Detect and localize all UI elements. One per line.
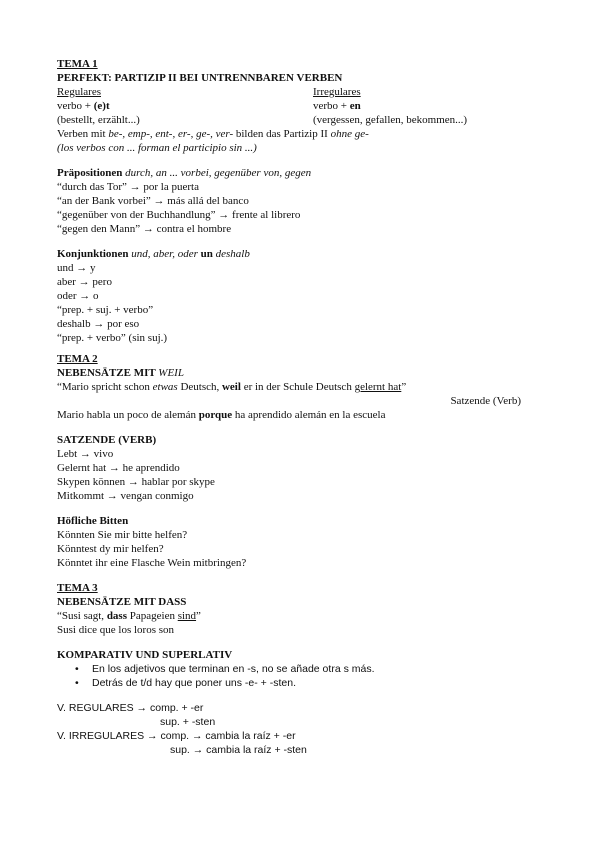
irregular-formula-base: verbo + [313,100,350,112]
tema2-label: TEMA 2 [57,353,98,365]
irregular-examples: (vergessen, gefallen, bekommen...) [313,114,468,126]
hofliche-line: Könntet ihr eine Flasche Wein mitbringen? [57,557,247,569]
bullet-item: • Detrás de t/d hay que poner uns -e- + -sten. [57,676,557,690]
konj-line: und → y [57,262,96,274]
konjunktionen-list-2: deshalb [212,248,250,260]
weil-ex-etwas: etwas [152,381,178,393]
satzende-note: Satzende (Verb) [450,395,521,407]
tema1-label: TEMA 1 [57,58,98,70]
hofliche-title: Höfliche Bitten [57,515,129,527]
regular-examples: (bestellt, erzählt...) [57,114,140,126]
weil-ex-part: Deutsch, [177,381,222,393]
regular-formula-base: verbo + [57,100,94,112]
verb-type-headers [57,85,557,99]
prefix-rule-ohne: ohne ge- [330,128,369,140]
prapositionen-label: Präpositionen [57,167,123,179]
prapositionen-heading [57,166,557,180]
bullet-item: • En los adjetivos que terminan en -s, no se añade otra s más. [57,662,557,676]
dass-example-spanish: Susi dice que los loros son [57,624,175,636]
verb-formula-row [57,99,557,113]
prap-line: “durch das Tor” → por la puerta [57,181,199,193]
weil-ex-weil: weil [221,381,241,393]
prap-line: “gegenüber von der Buchhandlung” → frente al librero [57,209,301,221]
weil-example-spanish [57,408,557,422]
dass-ex-part: ” [196,610,201,622]
prefix-rule [57,127,557,141]
regular-comparison: V. REGULARES → comp. + -er [57,702,204,714]
dass-ex-sind: sind [177,610,197,622]
tema3-label: TEMA 3 [57,582,98,594]
document-page [57,57,557,757]
konj-line: “prep. + verbo” (sin suj.) [57,332,168,344]
dass-ex-dass: dass [106,610,127,622]
weil-es-part: Mario habla un poco de alemán [57,409,199,421]
irregular-comparison: V. IRREGULARES → comp. → cambia la raíz + -er [57,730,296,742]
weil-ex-part: ” [401,381,407,393]
satzende-line: Skypen können → hablar por skype [57,476,215,488]
tema2-title [57,366,557,380]
komparativ-bullets [57,662,557,690]
irregular-superlative: sup. → cambia la raíz + -sten [170,744,307,756]
prefix-rule-spanish: (los verbos con ... forman el participio sin ...) [57,142,257,154]
tema2-title-text: NEBENSÄTZE MIT [57,367,159,379]
konjunktionen-un: un [200,248,213,260]
satzende-line: Lebt → vivo [57,448,114,460]
weil-ex-gelernt-hat: gelernt hat [354,381,402,393]
prefix-list: be-, emp-, ent-, er-, ge-, ver- [108,128,234,140]
weil-ex-part: er in der Schule Deutsch [240,381,355,393]
konjunktionen-heading [57,247,557,261]
regular-superlative: sup. + -sten [160,716,216,728]
satzende-line: Mitkommt → vengan conmigo [57,490,194,502]
prap-line: “an der Bank vorbei” → más allá del banco [57,195,249,207]
regular-formula [57,100,110,112]
weil-example-german [57,380,557,394]
konj-line: aber → pero [57,276,112,288]
regular-formula-ending: (e)t [93,100,110,112]
weil-es-part: ha aprendido alemán en la escuela [232,409,386,421]
prefix-rule-text: Verben mit [57,128,109,140]
weil-es-porque: porque [198,409,233,421]
dass-example-german [57,609,557,623]
hofliche-line: Könntest dy mir helfen? [57,543,164,555]
dass-ex-part: “Susi sagt, [57,610,107,622]
irregular-formula [313,99,361,113]
konj-line: deshalb → por eso [57,318,140,330]
tema1-title: PERFEKT: PARTIZIP II BEI UNTRENNBAREN VERBEN [57,72,343,84]
regular-header: Regulares [57,86,101,98]
tema2-title-weil: WEIL [158,367,184,379]
tema3-title: NEBENSÄTZE MIT DASS [57,596,187,608]
komparativ-title: KOMPARATIV UND SUPERLATIV [57,649,233,661]
irregular-formula-ending: en [349,100,361,112]
satzende-line: Gelernt hat → he aprendido [57,462,180,474]
hofliche-line: Könnten Sie mir bitte helfen? [57,529,188,541]
konj-line: “prep. + suj. + verbo” [57,304,154,316]
verb-examples-row [57,113,557,127]
konj-line: oder → o [57,290,99,302]
prapositionen-list: durch, an ... vorbei, gegenüber von, gegen [122,167,312,179]
prap-line: “gegen den Mann” → contra el hombre [57,223,232,235]
satzende-title: SATZENDE (VERB) [57,434,157,446]
irregular-header: Irregulares [313,86,361,98]
dass-ex-part: Papageien [127,610,178,622]
prefix-rule-text-2: bilden das Partizip II [233,128,331,140]
weil-ex-part: “Mario spricht schon [57,381,153,393]
konjunktionen-list: und, aber, oder [128,248,201,260]
konjunktionen-label: Konjunktionen [57,248,129,260]
